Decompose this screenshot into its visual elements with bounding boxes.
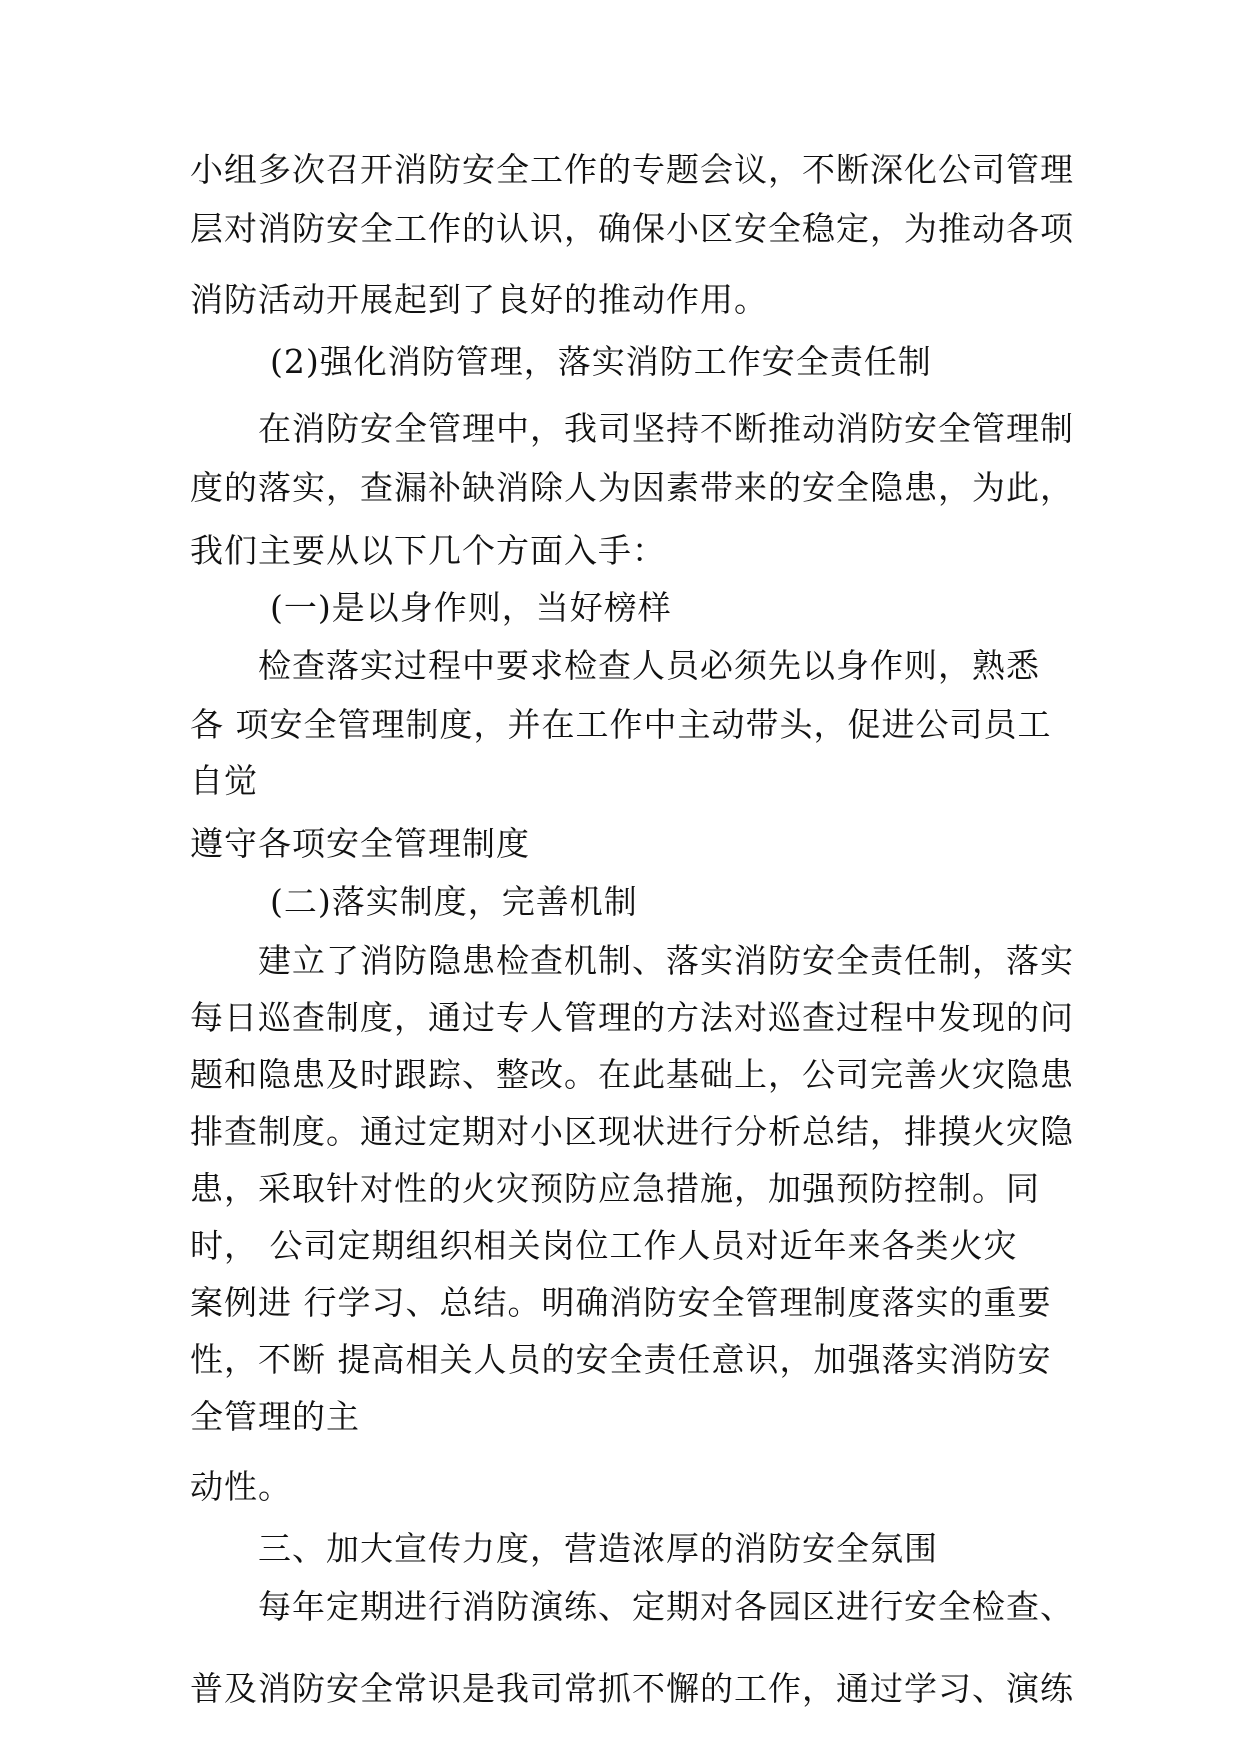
text-line: 性，不断 提高相关人员的安全责任意识，加强落实消防安 (190, 1340, 1052, 1379)
subsection-heading: (一)是以身作则，当好榜样 (270, 588, 672, 627)
section-heading: 三、加大宣传力度，营造浓厚的消防安全氛围 (258, 1529, 938, 1568)
text-line: 排查制度。通过定期对小区现状进行分析总结，排摸火灾隐 (190, 1112, 1074, 1151)
text-line: 案例进 行学习、总结。明确消防安全管理制度落实的重要 (190, 1283, 1052, 1322)
section-heading: (2)强化消防管理，落实消防工作安全责任制 (270, 342, 932, 381)
subsection-heading: (二)落实制度，完善机制 (270, 882, 638, 921)
text-line: 每日巡查制度，通过专人管理的方法对巡查过程中发现的问 (190, 998, 1074, 1037)
text-line: 各 项安全管理制度，并在工作中主动带头，促进公司员工 (190, 705, 1052, 744)
text-line: 小组多次召开消防安全工作的专题会议，不断深化公司管理 (190, 150, 1074, 189)
text-line: 患，采取针对性的火灾预防应急措施，加强预防控制。同 (190, 1169, 1040, 1208)
text-line: 我们主要从以下几个方面入手： (190, 531, 666, 570)
text-line: 动性。 (190, 1467, 292, 1506)
paragraph-start: 在消防安全管理中，我司坚持不断推动消防安全管理制 (258, 409, 1074, 448)
text-line: 消防活动开展起到了良好的推动作用。 (190, 280, 768, 319)
text-line: 题和隐患及时跟踪、整改。在此基础上，公司完善火灾隐患 (190, 1055, 1074, 1094)
text-line: 度的落实，查漏补缺消除人为因素带来的安全隐患，为此， (190, 468, 1074, 507)
text-line: 普及消防安全常识是我司常抓不懈的工作，通过学习、演练 (190, 1669, 1074, 1708)
paragraph-start: 每年定期进行消防演练、定期对各园区进行安全检查、 (258, 1587, 1074, 1626)
text-line: 时， 公司定期组织相关岗位工作人员对近年来各类火灾 (190, 1226, 1018, 1265)
paragraph-start: 检查落实过程中要求检查人员必须先以身作则，熟悉 (258, 646, 1040, 685)
paragraph-start: 建立了消防隐患检查机制、落实消防安全责任制，落实 (258, 941, 1074, 980)
text-line: 自觉 (190, 761, 258, 800)
text-line: 遵守各项安全管理制度 (190, 824, 530, 863)
text-line: 全管理的主 (190, 1397, 360, 1436)
text-line: 层对消防安全工作的认识，确保小区安全稳定，为推动各项 (190, 209, 1074, 248)
